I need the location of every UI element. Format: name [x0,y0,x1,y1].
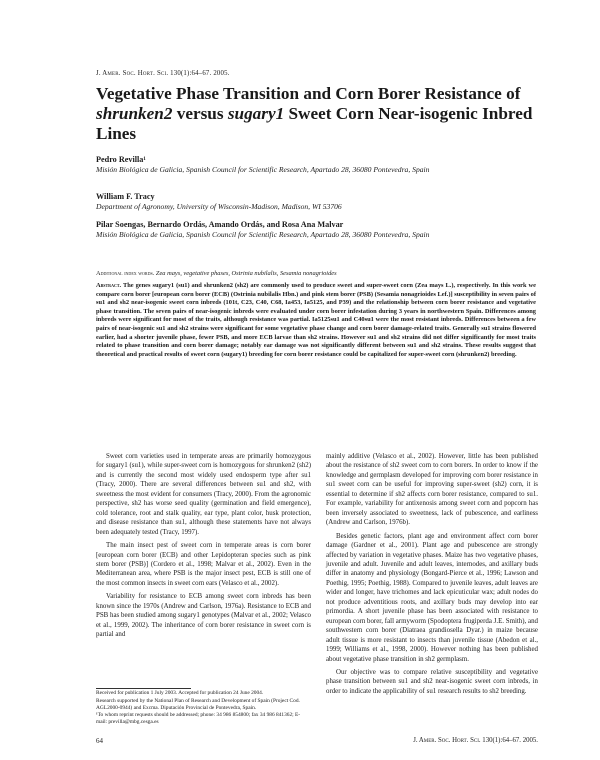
author-name: William F. Tracy [96,192,155,201]
abstract [96,282,536,359]
title-italic-gene-2: sugary1 [227,104,285,123]
page-number: 64 [96,737,103,745]
additional-index-words [96,270,536,278]
footnote: Research supported by the National Plan of Research and Development of Spain (Project Cod. AGL2000-0944) and Excma. Diputación Provincial de Pontevedra, Spain. [96,697,300,711]
paragraph: The main insect pest of sweet corn in temperate areas is corn borer [european corn borer (ECB) and other Lepidopteran species such as pink stem borer (PSB)] (Cordero et al., 1998; Malvar et al., 2002). Even in the Mediterranean area, where PSB is the major insect pest, ECB is still one of the most common insects in sweet corn ears (Velasco et al., 2002). [96,542,311,587]
paragraph: Sweet corn varieties used in temperate areas are primarily homozygous for sugary1 (su1), while super-sweet corn is homozygous for shrunken2 (sh2) and is currently the second most widely used endosperm type after su1 (Tracy, 2000). There are several differences between su1 and sh2, with sweetness the most evident for consumers (Tracy, 2000). From the agronomic perspective, sh2 has worse seed quality (germination and field emergence), cold tolerance, root and stalk quality, ear type, plant color, husk protection, and disease resistance than su1, although these statements have not always been adequately tested (Tracy, 1997). [96,453,311,536]
keywords-label: Additional index words. [96,270,155,277]
abstract-text: The genes sugary1 (su1) and shrunken2 (sh2) are commonly used to produce sweet and super-sweet corn (Zea mays L.), respectively. In this work we compare corn borer [european corn borer (ECB) (Ostrinia nubilalis Hbn.) and pink stem borer (PSB) (Sesamia nonagrioides Lef.)] susceptibility in seven pairs of su1 and sh2 near-isogenic sweet corn inbreds (101t, C23, C40, C68, Ia453, Ia5125, and P39) and the relationship between corn borer resistance and vegetative phase transition. The seven pairs of near-isogenic inbreds were evaluated under corn borer infestation during 3 years in northwestern Spain. Differences among inbreds were significant for most of the traits, although resistance was partial. Ia5125su1 and C40su1 were the most resistant inbreds. Differences between a few pairs of near-isogenic su1 and sh2 strains were significant for some vegetative phase change and corn borer damage-related traits. Generally su1 strains flowered earlier, had a shorter juvenile phase, fewer PSB, and more ECB larvae than sh2 strains. However su1 and sh2 strains did not differ significantly for most traits related to phase transition and corn borer damage; notably ear damage was not significantly different between su1 and sh2 strains. These results suggest that theoretical and practical results of sweet corn (sugary1) breeding for corn borer resistance could be capitalized for super-sweet corn (shrunken2) breeding. [96,282,536,358]
author-block-3 [96,219,526,240]
article-title [96,84,536,144]
title-italic-gene-1: shrunken2 [96,104,173,123]
footnotes [96,690,311,727]
footnote: ¹To whom reprint requests should be addressed; phone: 34 986 854800; fax 34 986 841362; E-mail: previlla@mbg.cesga.es [96,712,301,726]
author-affiliation: Misión Biológica de Galicia, Spanish Council for Scientific Research, Apartado 28, 36080 Pontevedra, Spain [96,165,430,174]
journal-citation-footer: J. Amer. Soc. Hort. Sci. 130(1):64–67. 2005. [413,737,538,744]
footnote: Received for publication 1 July 2003. Accepted for publication 24 June 2004. [96,690,264,696]
body-column-right [326,452,538,700]
abstract-label: Abstract. [96,282,122,289]
journal-citation-header: J. Amer. Soc. Hort. Sci. 130(1):64–67. 2005. [96,70,230,77]
author-block-1 [96,154,526,175]
title-part-3: Sweet Corn Near-isogenic Inbred Lines [96,104,533,143]
paragraph: Besides genetic factors, plant age and environment affect corn borer damage (Gardner et al., 2001). Plant age and pubescence are strongly affected by variation in vegetative phases. Maize has two vegetative phases, juvenile and adult. Juvenile and adult leaves, internodes, and axillary buds differ in anatomy and physiology (Bongard-Pierce et al., 1996; Lawson and Poethig, 1995; Poethig, 1988). Compared to juvenile leaves, adult leaves are wider and longer, have trichomes and lack epicuticular wax; adult nodes do not produce adventitious roots, and axillary buds may develop into ear primordia. A short juvenile phase has been associated with resistance to european corn borer, fall armyworm (Spodoptera frugiperda J.E. Smith), and southwestern corn borer (Diatraea grandiosella Dyar.) in maize because adult tissue is more resistant to insects than juvenile tissue (Abedon et al., 1999; Williams et al., 1998, 2000). However nothing has been published about vegetative phase transition in sh2 germplasm. [326,532,538,663]
paragraph: Our objective was to compare relative susceptibility and vegetative phase transition between su1 and sh2 near-isogenic sweet corn inbreds, in order to indicate the applicability of su1 research results to sh2 breeding. [326,668,538,695]
keywords-text: Zea mays, vegetative phases, Ostrinia nubilalis, Sesamia nonagrioides [155,270,337,277]
footnote-divider [96,688,191,689]
paragraph: Variability for resistance to ECB among sweet corn inbreds has been known since the 1970s (Andrew and Carlson, 1976a). Resistance to ECB and PSB has been studied among sugary1 genotypes (Malvar et al., 2002; Velasco et al., 1999, 2002). The inheritance of corn borer resistance in sweet corn is partial and [96,593,311,639]
author-name: Pedro Revilla¹ [96,155,146,164]
title-part-2: versus [172,104,228,123]
author-affiliation: Department of Agronomy, University of Wisconsin-Madison, Madison, WI 53706 [96,202,342,211]
author-block-2 [96,191,526,212]
paragraph: mainly additive (Velasco et al., 2002). However, little has been published about the resistance of sh2 sweet corn to corn borers. In order to know if the knowledge and germplasm developed for improving corn borer resistance in su1 sweet corn can be useful for improving super-sweet (sh2) corn, it is essential to determine if sh2 affects corn borer resistance, compared to su1. For example, variability for antixenosis among sweet corn and popcorn has been inversely associated to sweetness, lack of pubescence, and earliness (Andrew and Carlson, 1976b). [326,453,538,527]
author-name: Pilar Soengas, Bernardo Ordás, Amando Ordás, and Rosa Ana Malvar [96,220,344,229]
body-column-left [96,452,311,644]
author-affiliation: Misión Biológica de Galicia, Spanish Council for Scientific Research, Apartado 28, 36080 Pontevedra, Spain [96,230,430,239]
title-part-1: Vegetative Phase Transition and Corn Borer Resistance of [96,84,521,103]
